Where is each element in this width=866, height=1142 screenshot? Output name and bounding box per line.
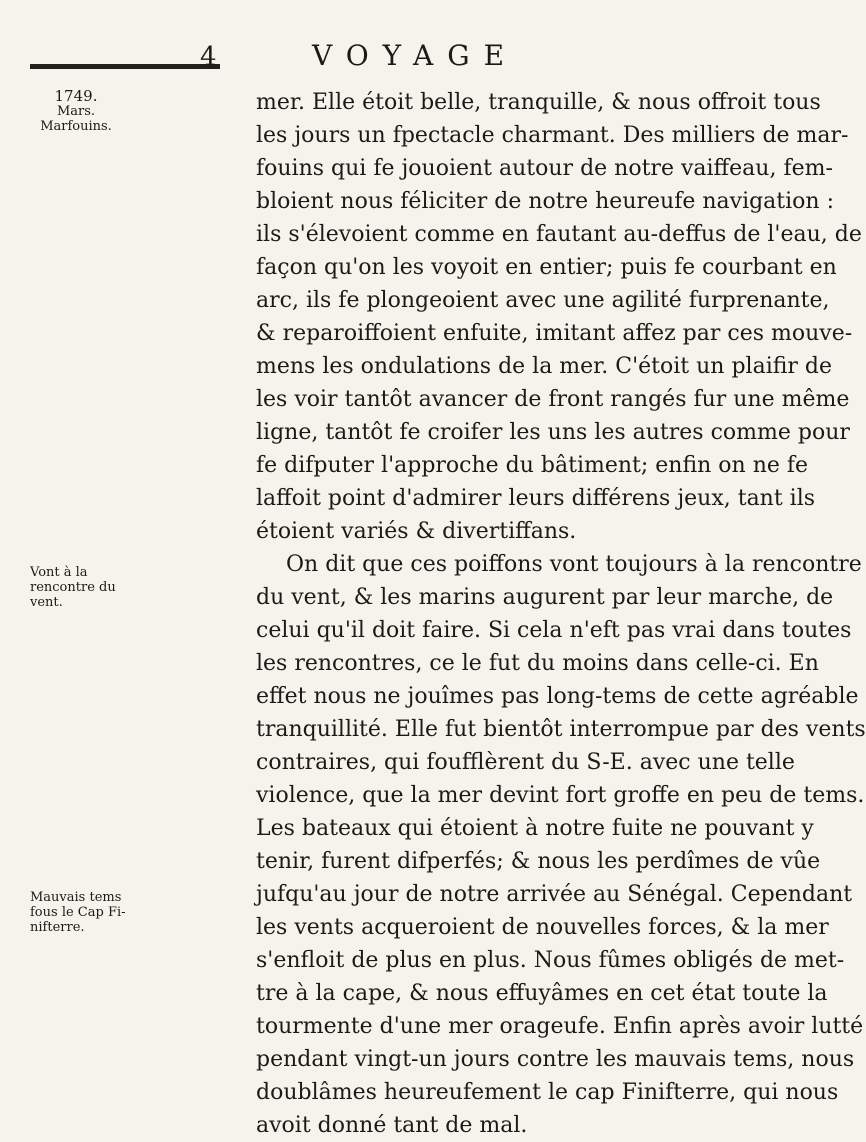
body-line: violence, que la mer devint fort groffe en peu de tems. bbox=[256, 783, 865, 808]
body-line: bloient nous féliciter de notre heureufe navigation : bbox=[256, 189, 834, 214]
margin-year: 1749. bbox=[54, 87, 98, 105]
margin-note-line: vent. bbox=[30, 595, 63, 610]
margin-note-line: Mauvais tems bbox=[30, 890, 122, 905]
body-line: celui qu'il doit faire. Si cela n'eft pas vrai dans toutes bbox=[256, 618, 852, 643]
body-line: du vent, & les marins augurent par leur marche, de bbox=[256, 585, 834, 610]
body-line: mens les ondulations de la mer. C'étoit un plaifir de bbox=[256, 354, 833, 379]
margin-note-line: Vont à la bbox=[30, 565, 88, 580]
body-line: On dit que ces poiffons vont toujours à la rencontre bbox=[286, 552, 862, 577]
body-line: contraires, qui foufflèrent du S-E. avec une telle bbox=[256, 750, 795, 775]
body-line: arc, ils fe plongeoient avec une agilité furprenante, bbox=[256, 288, 830, 313]
margin-note-line: rencontre du bbox=[30, 580, 116, 595]
body-line: doublâmes heureufement le cap Finifterre, qui nous bbox=[256, 1080, 839, 1105]
body-line: tourmente d'une mer orageufe. Enfin après avoir lutté bbox=[256, 1014, 864, 1039]
margin-note-line: nifterre. bbox=[30, 920, 85, 935]
body-line: façon qu'on les voyoit en entier; puis fe courbant en bbox=[256, 255, 837, 280]
body-line: effet nous ne jouîmes pas long-tems de cette agréable bbox=[256, 684, 859, 709]
margin-place: Marfouins. bbox=[40, 119, 112, 134]
body-line: les voir tantôt avancer de front rangés fur une même bbox=[256, 387, 850, 412]
body-line: & reparoiffoient enfuite, imitant affez par ces mouve- bbox=[256, 321, 853, 346]
body-line: tre à la cape, & nous effuyâmes en cet état toute la bbox=[256, 981, 828, 1006]
body-line: fouins qui fe jouoient autour de notre vaiffeau, fem- bbox=[256, 156, 833, 181]
body-line: fe difputer l'approche du bâtiment; enfin on ne fe bbox=[256, 453, 809, 478]
body-line: laffoit point d'admirer leurs différens jeux, tant ils bbox=[256, 486, 816, 511]
margin-month: Mars. bbox=[56, 104, 96, 119]
body-line: Les bateaux qui étoient à notre fuite ne pouvant y bbox=[256, 816, 814, 841]
header-rule bbox=[30, 64, 220, 69]
body-line: mer. Elle étoit belle, tranquille, & nous offroit tous bbox=[256, 90, 821, 115]
body-line: avoit donné tant de mal. bbox=[256, 1113, 528, 1138]
body-line: les rencontres, ce le fut du moins dans celle-ci. En bbox=[256, 651, 819, 676]
body-line: ils s'élevoient comme en fautant au-deffus de l'eau, de bbox=[256, 222, 862, 247]
body-text bbox=[256, 86, 866, 1142]
margin-note-date bbox=[30, 88, 122, 134]
body-line: s'enfloit de plus en plus. Nous fûmes obligés de met- bbox=[256, 948, 845, 973]
body-line: jufqu'au jour de notre arrivée au Sénégal. Cependant bbox=[256, 882, 853, 907]
margin-note-line: fous le Cap Fi- bbox=[30, 905, 126, 920]
body-line: les vents acqueroient de nouvelles forces, & la mer bbox=[256, 915, 829, 940]
body-line: tranquillité. Elle fut bientôt interrompue par des vents bbox=[256, 717, 866, 742]
body-line: les jours un fpectacle charmant. Des milliers de mar- bbox=[256, 123, 849, 148]
body-line: tenir, furent difperfés; & nous les perdîmes de vûe bbox=[256, 849, 821, 874]
body-line: ligne, tantôt fe croifer les uns les autres comme pour bbox=[256, 420, 850, 445]
running-title: VOYAGE bbox=[312, 39, 519, 72]
margin-note-wind bbox=[30, 565, 122, 610]
page-number: 4 bbox=[200, 42, 217, 72]
body-line: pendant vingt-un jours contre les mauvais tems, nous bbox=[256, 1047, 855, 1072]
margin-note-bad-weather bbox=[30, 890, 126, 935]
body-line: étoient variés & divertiffans. bbox=[256, 519, 577, 544]
